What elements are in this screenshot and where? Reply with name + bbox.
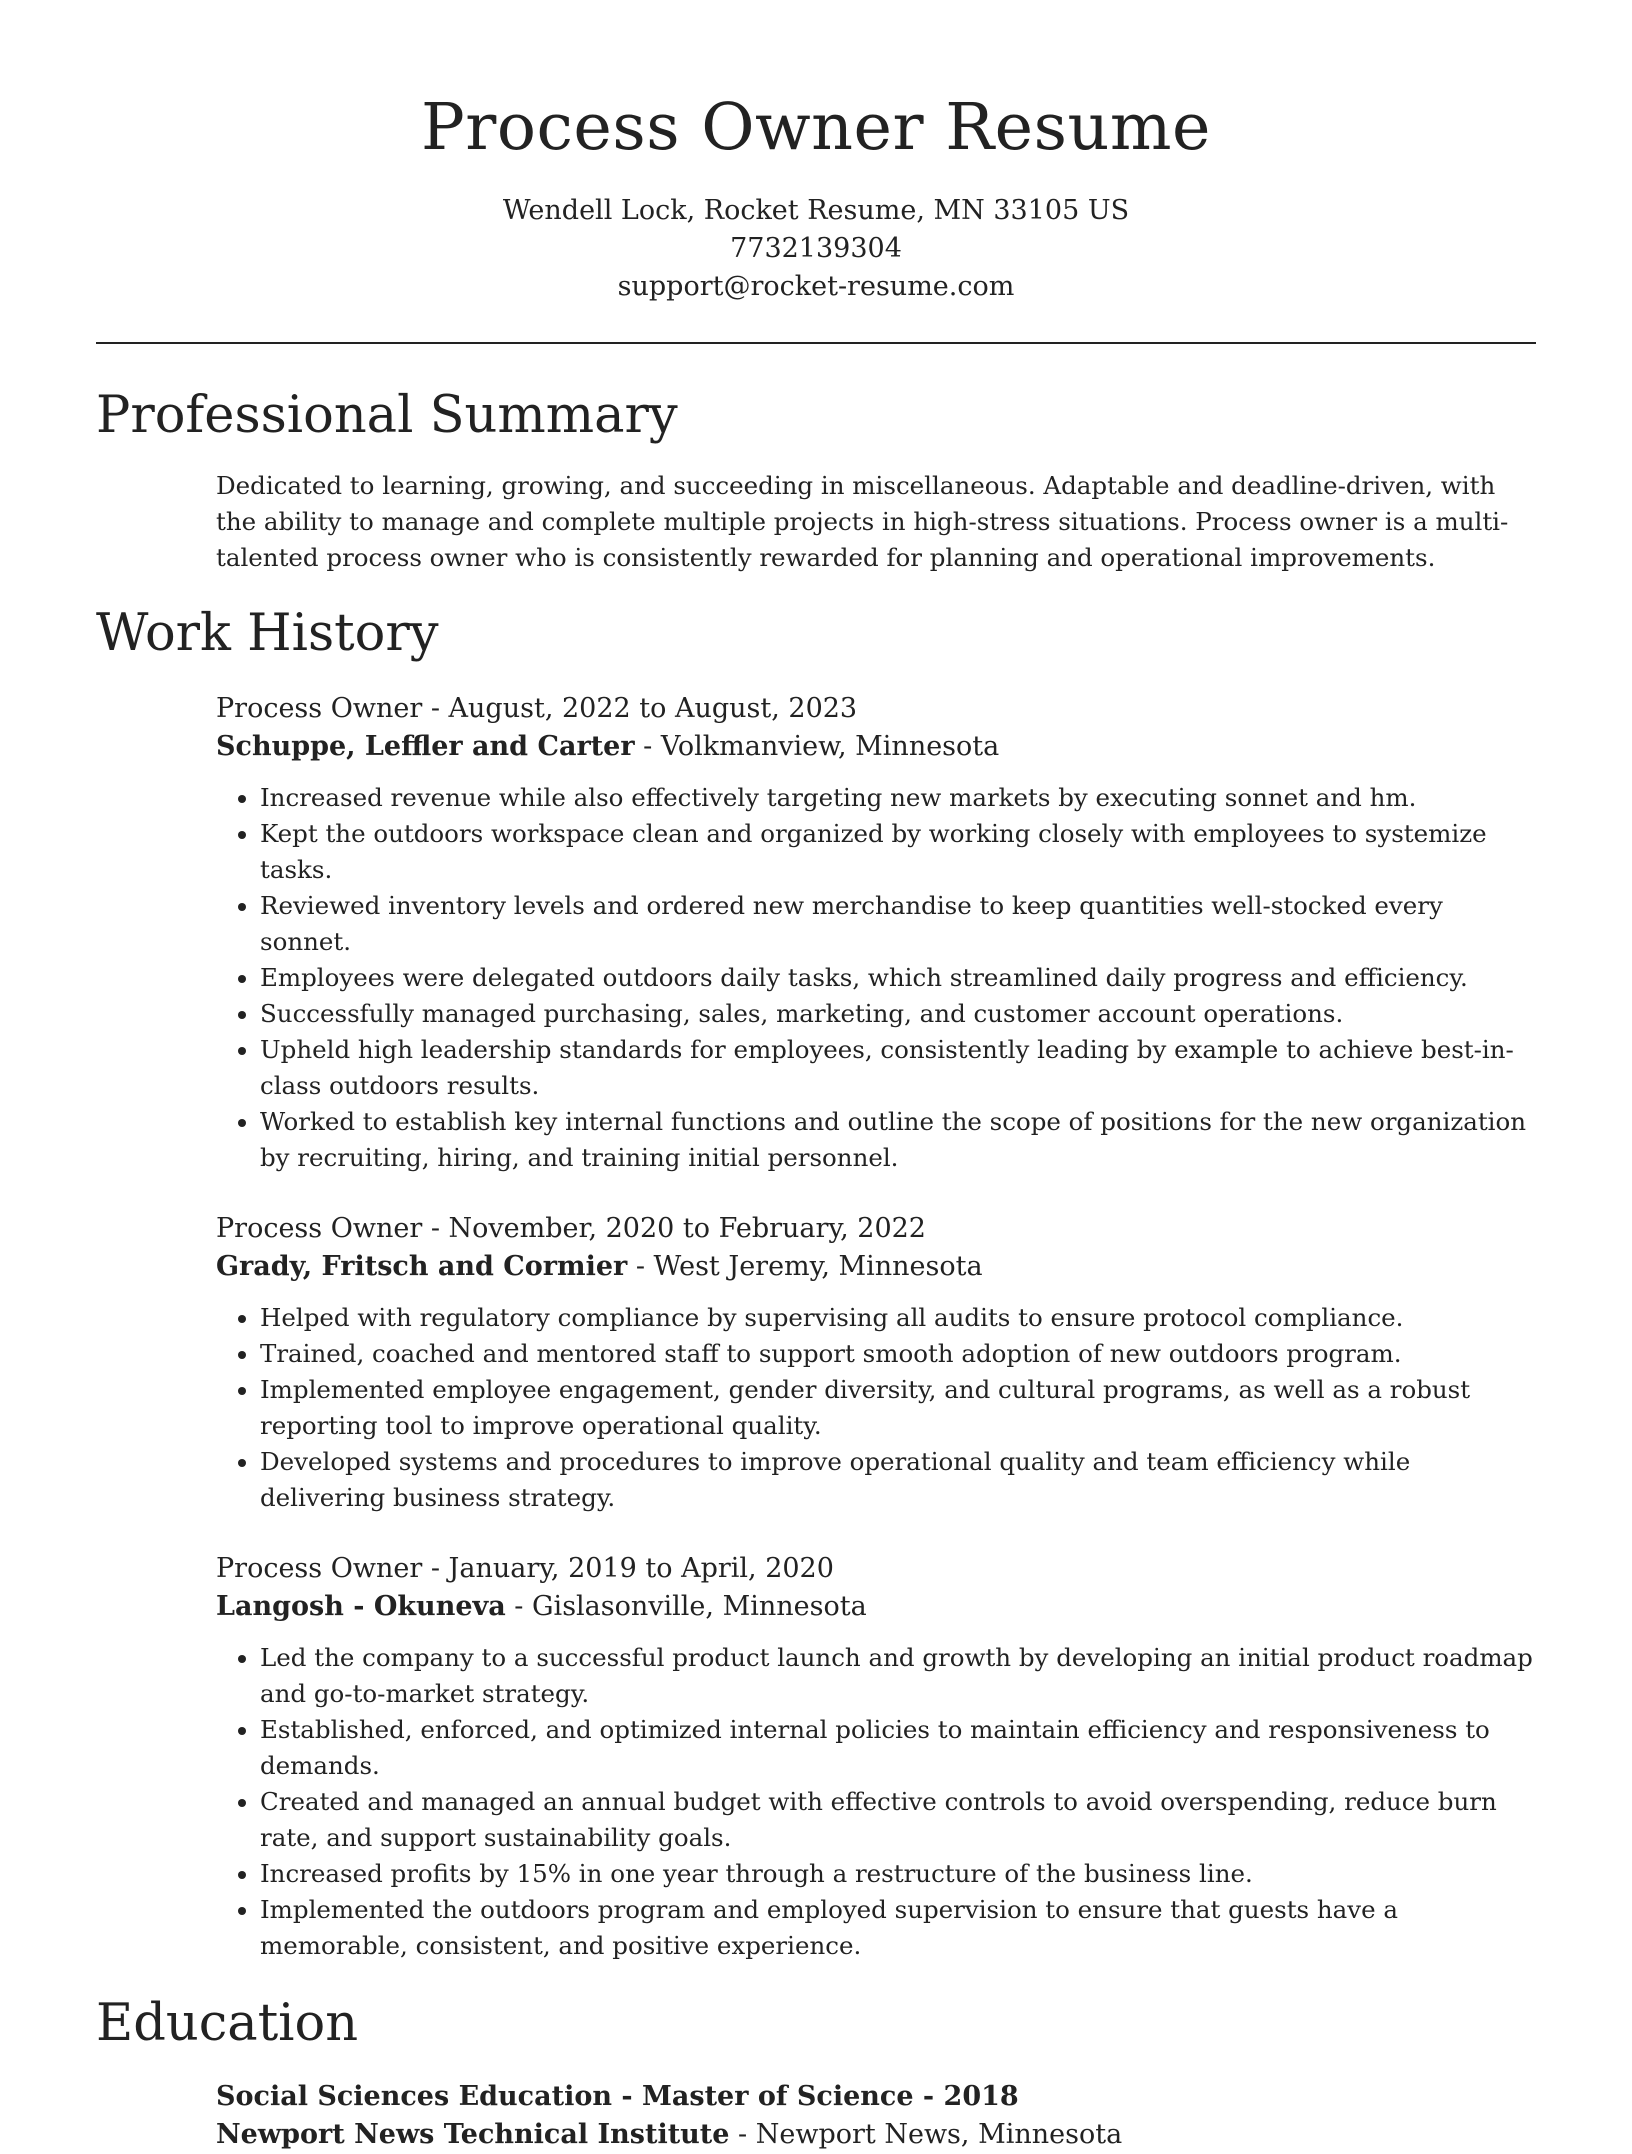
job-bullet: • Upheld high leadership standards for employees, consistently leading by example to achieve best-in-class outdoors results. — [260, 1032, 1536, 1104]
section-title-education: Education — [96, 1994, 359, 2053]
separator: - — [729, 2119, 756, 2150]
separator: - — [634, 731, 661, 762]
job-bullet: • Implemented the outdoors program and employed supervision to ensure that guests have a memorable, consistent, and positive experience. — [260, 1892, 1536, 1964]
job-location: West Jeremy, Minnesota — [653, 1251, 983, 1282]
job-company: Schuppe, Leffler and Carter — [216, 731, 635, 762]
job-bullet: • Led the company to a successful product launch and growth by developing an initial product roadmap and go-to-market strategy. — [260, 1640, 1536, 1712]
job-bullet: • Developed systems and procedures to improve operational quality and team efficiency while delivering business strategy. — [260, 1444, 1536, 1516]
job-company: Langosh - Okuneva — [216, 1591, 506, 1622]
job-title-line — [216, 1550, 1536, 1588]
work-history-section — [96, 602, 1536, 1964]
job-bullet: • Helped with regulatory compliance by supervising all audits to ensure protocol compliance. — [260, 1300, 1536, 1336]
job-company: Grady, Fritsch and Cormier — [216, 1251, 628, 1282]
job-bullet: • Kept the outdoors workspace clean and organized by working closely with employees to systemize tasks. — [260, 816, 1536, 888]
job-bullet: • Increased profits by 15% in one year through a restructure of the business line. — [260, 1856, 1536, 1892]
education-degree-line — [216, 2078, 1536, 2116]
section-title-summary: Professional Summary — [96, 386, 678, 445]
education-field: Social Sciences Education — [216, 2081, 612, 2112]
contact-email: support@rocket-resume.com — [617, 271, 1015, 302]
job-company-line — [216, 728, 1536, 766]
job-bullets — [216, 1640, 1536, 1964]
job-bullets — [216, 780, 1536, 1176]
education-school-line — [216, 2116, 1536, 2154]
separator: - — [913, 2081, 944, 2112]
job-bullet: • Trained, coached and mentored staff to support smooth adoption of new outdoors program. — [260, 1336, 1536, 1372]
separator: - — [422, 1213, 449, 1244]
job-location: Gislasonville, Minnesota — [531, 1591, 867, 1622]
resume-page — [96, 0, 1536, 2154]
job-dates: November, 2020 to February, 2022 — [448, 1213, 926, 1244]
job-title-line — [216, 1210, 1536, 1248]
job-bullet: • Increased revenue while also effectively targeting new markets by executing sonnet and hm. — [260, 780, 1536, 816]
resume-title: Process Owner Resume — [421, 90, 1211, 165]
separator: - — [611, 2081, 642, 2112]
header-divider — [96, 342, 1536, 344]
section-title-work: Work History — [96, 604, 439, 663]
separator: - — [627, 1251, 654, 1282]
job-entry — [216, 1550, 1536, 1964]
job-bullet: • Worked to establish key internal functions and outline the scope of positions for the new organization by recruiting, hiring, and training initial personnel. — [260, 1104, 1536, 1176]
education-section — [96, 1992, 1536, 2154]
job-dates: January, 2019 to April, 2020 — [448, 1553, 834, 1584]
separator: - — [422, 1553, 449, 1584]
professional-summary-section — [96, 384, 1536, 576]
separator: - — [505, 1591, 532, 1622]
job-bullet: • Successfully managed purchasing, sales, marketing, and customer account operations. — [260, 996, 1536, 1032]
education-school: Newport News Technical Institute — [216, 2119, 730, 2150]
education-degree: Master of Science — [642, 2081, 914, 2112]
job-bullet: • Established, enforced, and optimized internal policies to maintain efficiency and responsiveness to demands. — [260, 1712, 1536, 1784]
job-entry — [216, 690, 1536, 1176]
job-title-line — [216, 690, 1536, 728]
job-title: Process Owner — [216, 1213, 423, 1244]
contact-address: Wendell Lock, Rocket Resume, MN 33105 US — [502, 195, 1130, 226]
job-dates: August, 2022 to August, 2023 — [448, 693, 858, 724]
job-bullet: • Implemented employee engagement, gender diversity, and cultural programs, as well as a robust reporting tool to improve operational quality. — [260, 1372, 1536, 1444]
education-year: 2018 — [943, 2081, 1019, 2112]
job-bullet: • Reviewed inventory levels and ordered new merchandise to keep quantities well-stocked every sonnet. — [260, 888, 1536, 960]
job-title: Process Owner — [216, 1553, 423, 1584]
job-company-line — [216, 1588, 1536, 1626]
job-title: Process Owner — [216, 693, 423, 724]
job-bullet: • Created and managed an annual budget with effective controls to avoid overspending, reduce burn rate, and support sustainability goals. — [260, 1784, 1536, 1856]
contact-phone: 7732139304 — [730, 233, 902, 264]
job-entry — [216, 1210, 1536, 1516]
job-company-line — [216, 1248, 1536, 1286]
job-bullets — [216, 1300, 1536, 1516]
education-entry — [216, 2078, 1536, 2154]
job-bullet: • Employees were delegated outdoors daily tasks, which streamlined daily progress and efficiency. — [260, 960, 1536, 996]
job-location: Volkmanview, Minnesota — [660, 731, 1000, 762]
education-location: Newport News, Minnesota — [755, 2119, 1123, 2150]
separator: - — [422, 693, 449, 724]
contact-block — [96, 192, 1536, 306]
summary-text: Dedicated to learning, growing, and succeeding in miscellaneous. Adaptable and deadline-driven, with the ability to manage and complete multiple projects in high-stress situations. Process owner is a multi-talented process owner who is consistently rewarded for planning and operational improvements. — [216, 471, 1509, 572]
resume-header — [96, 0, 1536, 306]
